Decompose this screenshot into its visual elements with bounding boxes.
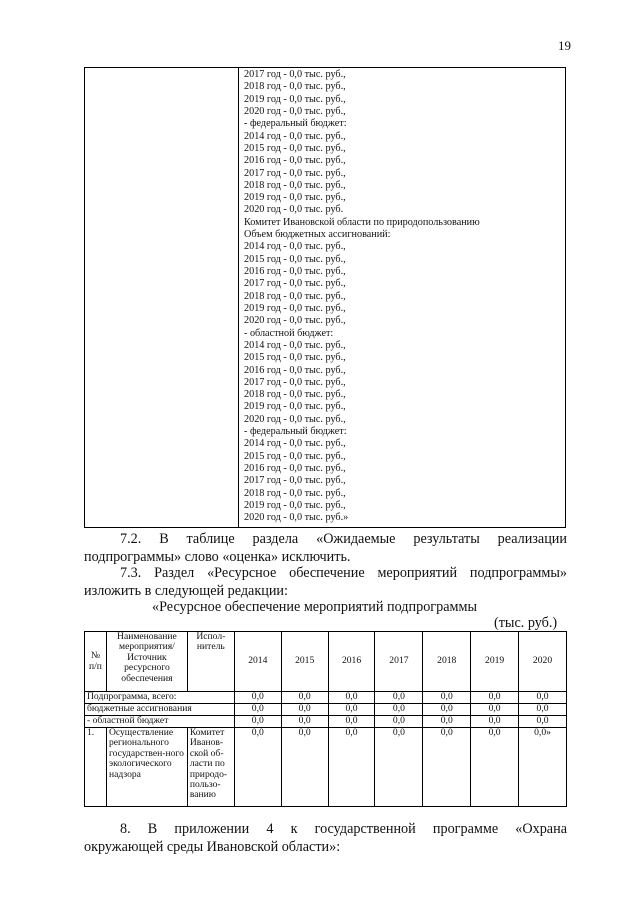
cell-value: 0,0	[328, 728, 375, 807]
table-row	[85, 728, 567, 807]
cell-value: 0,0	[281, 728, 328, 807]
cell-value: 0,0	[375, 728, 423, 807]
resource-table	[84, 631, 567, 807]
budget-line: Объем бюджетных ассигнований:	[244, 229, 391, 241]
table-header-row	[85, 632, 567, 692]
row-label: Подпрограмма, всего:	[85, 692, 235, 704]
table-row	[85, 704, 567, 716]
budget-line: 2020 год - 0,0 тыс. руб.»	[244, 512, 349, 524]
cell-value: 0,0	[328, 692, 375, 704]
cell-value: 0,0	[471, 692, 519, 704]
budget-line: - федеральный бюджет:	[244, 426, 347, 438]
paragraph-7-2-line-2: подпрограммы» слово «оценка» исключить.	[84, 549, 351, 565]
header-executor: Испол-нитель	[187, 632, 234, 692]
budget-line: 2019 год - 0,0 тыс. руб.,	[244, 192, 346, 204]
cell-value: 0,0	[234, 692, 281, 704]
cell-value: 0,0	[234, 716, 281, 728]
cell-value: 0,0	[328, 716, 375, 728]
budget-lines	[244, 69, 480, 525]
header-name: Наименование мероприятия/ Источник ресурсного обеспечения	[106, 632, 187, 692]
cell-value: 0,0	[423, 692, 471, 704]
cell-value: 0,0	[281, 692, 328, 704]
budget-line: 2020 год - 0,0 тыс. руб.,	[244, 413, 346, 425]
budget-line: 2018 год - 0,0 тыс. руб.,	[244, 81, 346, 93]
header-num: № п/п	[85, 632, 107, 692]
cell-value: 0,0	[375, 704, 423, 716]
cell-value: 0,0	[519, 704, 567, 716]
budget-line: Комитет Ивановской области по природопользованию	[244, 216, 480, 228]
budget-line: 2016 год - 0,0 тыс. руб.,	[244, 364, 346, 376]
cell-value: 0,0	[471, 704, 519, 716]
cell-value: 0,0	[234, 704, 281, 716]
paragraph-7-2-line-1: 7.2. В таблице раздела «Ожидаемые результаты реализации	[120, 531, 567, 547]
budget-line: 2020 год - 0,0 тыс. руб.	[244, 204, 344, 216]
column-divider	[238, 68, 239, 527]
budget-line: 2018 год - 0,0 тыс. руб.,	[244, 290, 346, 302]
budget-line: 2019 год - 0,0 тыс. руб.,	[244, 499, 346, 511]
table-row	[85, 692, 567, 704]
cell-value: 0,0	[471, 716, 519, 728]
header-year: 2018	[423, 632, 471, 692]
budget-line: 2016 год - 0,0 тыс. руб.,	[244, 266, 346, 277]
budget-line: 2017 год - 0,0 тыс. руб.,	[244, 278, 346, 290]
budget-line: 2014 год - 0,0 тыс. руб.,	[244, 438, 346, 450]
cell-value: 0,0	[328, 704, 375, 716]
table-row	[85, 716, 567, 728]
cell-value: 0,0	[234, 728, 281, 807]
budget-line: 2014 год - 0,0 тыс. руб.,	[244, 339, 346, 351]
header-year: 2017	[375, 632, 423, 692]
cell-value: 0,0	[423, 704, 471, 716]
budget-line: 2017 год - 0,0 тыс. руб.,	[244, 69, 346, 80]
budget-line: 2015 год - 0,0 тыс. руб.,	[244, 352, 346, 364]
cell-value: 0,0	[281, 716, 328, 728]
cell-value: 0,0	[375, 716, 423, 728]
section-title: «Ресурсное обеспечение мероприятий подпрограммы	[152, 599, 477, 615]
page-number: 19	[558, 38, 571, 53]
budget-line: - областной бюджет:	[244, 327, 334, 339]
paragraph-7-3-line-2: изложить в следующей редакции:	[84, 583, 288, 599]
header-year: 2016	[328, 632, 375, 692]
budget-line: 2017 год - 0,0 тыс. руб.,	[244, 167, 346, 179]
paragraph-7-3-line-1: 7.3. Раздел «Ресурсное обеспечение мероприятий подпрограммы»	[120, 565, 567, 581]
budget-line: 2018 год - 0,0 тыс. руб.,	[244, 487, 346, 499]
header-year: 2014	[234, 632, 281, 692]
budget-line: 2015 год - 0,0 тыс. руб.,	[244, 450, 346, 462]
unit-label: (тыс. руб.)	[494, 615, 558, 631]
budget-line: - федеральный бюджет:	[244, 118, 347, 130]
cell-value: 0,0	[519, 716, 567, 728]
header-year: 2015	[281, 632, 328, 692]
budget-line: 2015 год - 0,0 тыс. руб.,	[244, 142, 346, 154]
cell-value: 0,0	[423, 716, 471, 728]
item-executor: Комитет Иванов-ской об-ласти по природо-пользо-ванию	[187, 728, 234, 807]
budget-line: 2020 год - 0,0 тыс. руб.,	[244, 315, 346, 327]
cell-value: 0,0	[519, 692, 567, 704]
row-label: бюджетные ассигнования	[85, 704, 235, 716]
budget-line: 2018 год - 0,0 тыс. руб.,	[244, 389, 346, 401]
item-name: Осуществление регионального государствен-ного экологического надзора	[106, 728, 187, 807]
row-label: - областной бюджет	[85, 716, 235, 728]
cell-value: 0,0	[423, 728, 471, 807]
cell-value: 0,0	[471, 728, 519, 807]
budget-line: 2018 год - 0,0 тыс. руб.,	[244, 179, 346, 191]
budget-line: 2016 год - 0,0 тыс. руб.,	[244, 463, 346, 474]
budget-line: 2014 год - 0,0 тыс. руб.,	[244, 241, 346, 253]
item-number: 1.	[85, 728, 107, 807]
budget-line: 2019 год - 0,0 тыс. руб.,	[244, 302, 346, 314]
passport-table-fragment	[84, 67, 566, 528]
budget-line: 2019 год - 0,0 тыс. руб.,	[244, 401, 346, 413]
cell-value: 0,0»	[519, 728, 567, 807]
budget-line: 2014 год - 0,0 тыс. руб.,	[244, 130, 346, 142]
budget-line: 2015 год - 0,0 тыс. руб.,	[244, 253, 346, 265]
budget-line: 2017 год - 0,0 тыс. руб.,	[244, 376, 346, 388]
budget-line: 2020 год - 0,0 тыс. руб.,	[244, 105, 346, 117]
paragraph-8-line-1: 8. В приложении 4 к государственной программе «Охрана	[120, 821, 567, 837]
budget-line: 2016 год - 0,0 тыс. руб.,	[244, 155, 346, 167]
cell-value: 0,0	[375, 692, 423, 704]
paragraph-8-line-2: окружающей среды Ивановской области»:	[84, 839, 341, 855]
budget-line: 2019 год - 0,0 тыс. руб.,	[244, 93, 346, 105]
header-year: 2020	[519, 632, 567, 692]
cell-value: 0,0	[281, 704, 328, 716]
budget-line: 2017 год - 0,0 тыс. руб.,	[244, 475, 346, 487]
header-year: 2019	[471, 632, 519, 692]
